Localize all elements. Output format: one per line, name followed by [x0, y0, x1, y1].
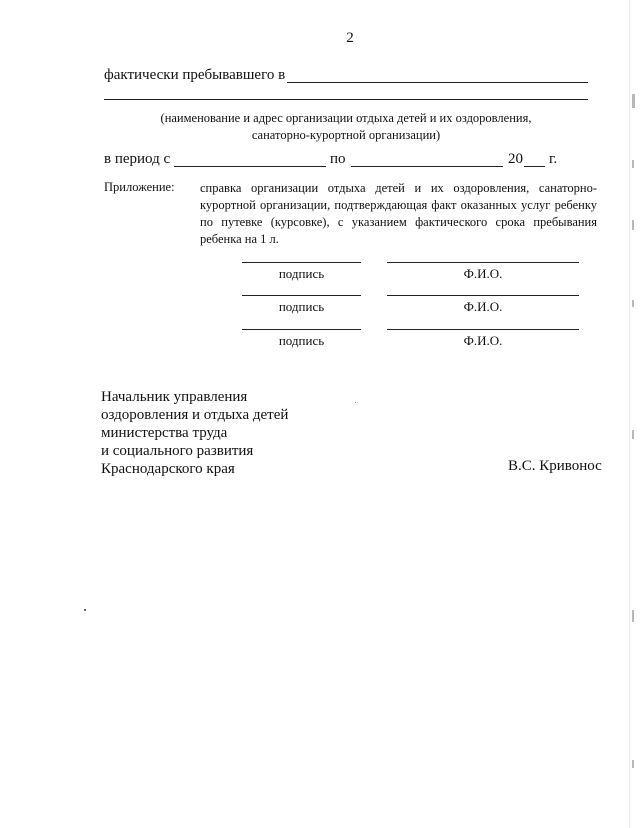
signer-name: В.С. Кривонос — [508, 458, 602, 474]
scan-edge-mark — [632, 430, 634, 439]
fio-line-1[interactable] — [387, 262, 579, 263]
scan-edge-mark — [632, 94, 635, 108]
period-year-prefix: 20 — [508, 151, 523, 167]
period-year-field-line[interactable] — [524, 166, 545, 167]
scan-edge-line — [629, 0, 630, 828]
signature-caption-2: подпись — [278, 299, 325, 314]
fio-caption-2: Ф.И.О. — [463, 299, 503, 314]
appendix-text: справка организации отдыха детей и их оздоровления, санаторно-курортной организации, подтверждающая факт оказанных услуг ребенку по путевке (курсовке), с указанием фактического срока пребывания ребенка на 1 л. — [200, 181, 597, 246]
fio-line-3[interactable] — [387, 329, 579, 330]
scan-speck — [84, 609, 86, 611]
scan-edge-mark — [632, 760, 634, 768]
period-middle: по — [330, 151, 346, 167]
fio-caption-1: Ф.И.О. — [463, 266, 503, 281]
scan-edge-mark — [632, 610, 634, 622]
appendix-label: Приложение: — [104, 180, 175, 194]
signer-position: Начальник управления оздоровления и отдыха детей министерства труда и социального развития Краснодарского края — [101, 389, 289, 477]
period-end-field-line[interactable] — [351, 166, 503, 167]
scan-speck — [355, 402, 356, 403]
stay-caption-line-2: санаторно-курортной организации) — [251, 128, 441, 142]
fio-caption-3: Ф.И.О. — [463, 333, 503, 348]
stay-caption-line-1: (наименование и адрес организации отдыха детей и их оздоровления, — [160, 111, 532, 125]
signature-line-3[interactable] — [242, 329, 361, 330]
scan-edge-mark — [632, 160, 634, 168]
period-prefix: в период с — [104, 151, 171, 167]
signature-caption-3: подпись — [278, 333, 325, 348]
signature-caption-1: подпись — [278, 266, 325, 281]
signature-line-1[interactable] — [242, 262, 361, 263]
scan-edge-mark — [632, 220, 634, 230]
period-suffix: г. — [549, 151, 558, 167]
page-number: 2 — [346, 30, 354, 46]
fio-line-2[interactable] — [387, 295, 579, 296]
signature-line-2[interactable] — [242, 295, 361, 296]
stay-label: фактически пребывавшего в — [104, 67, 286, 83]
stay-organization-field-line-2[interactable] — [104, 99, 588, 100]
scan-edge-mark — [632, 300, 634, 307]
period-start-field-line[interactable] — [174, 166, 326, 167]
stay-organization-field-line[interactable] — [287, 82, 588, 83]
stay-caption — [104, 110, 588, 144]
